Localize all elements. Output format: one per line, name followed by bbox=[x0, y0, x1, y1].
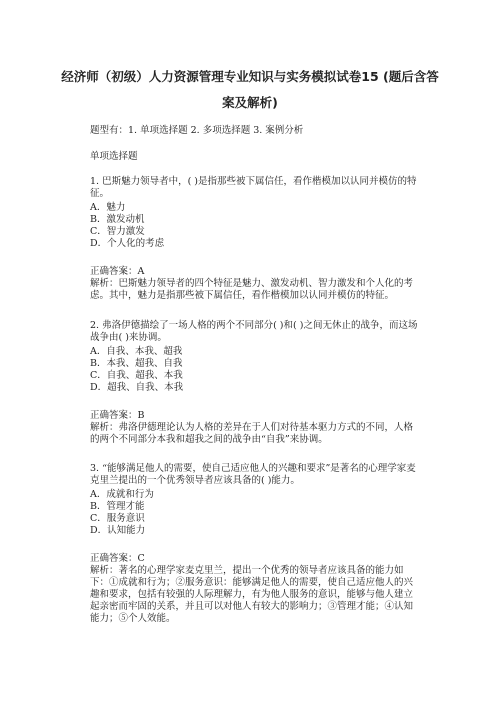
question-types-line: 题型有：1. 单项选择题 2. 多项选择题 3. 案例分析 bbox=[90, 125, 304, 136]
question-stem: 2. 弗洛伊德描绘了一场人格的两个不同部分( )和( )之间无休止的战争，而这场战争由( )来协调。 bbox=[90, 320, 418, 343]
analysis-text: 解析：弗洛伊德理论认为人格的差异在于人们对待基本驱力方式的不同，人格的两个不同部分本我和超我之间的战争由“自我”来协调。 bbox=[90, 422, 414, 445]
option-d: D．个人化的考虑 bbox=[90, 238, 165, 249]
option-b: B．激发动机 bbox=[90, 214, 145, 225]
question-stem: 1. 巴斯魅力领导者中，( )是指那些被下属信任，看作楷模加以认同并模仿的特征。 bbox=[90, 176, 417, 199]
answer-line: 正确答案：A bbox=[90, 266, 145, 277]
option-c: C．自我、超我、本我 bbox=[90, 370, 183, 381]
option-a: A．成就和行为 bbox=[90, 489, 154, 500]
answer-line: 正确答案：C bbox=[90, 553, 145, 564]
section-heading: 单项选择题 bbox=[90, 151, 138, 162]
question-stem: 3. “能够满足他人的需要，使自己适应他人的兴趣和要求”是著名的心理学家麦克里兰提出的一个优秀领导者应该具备的( )能力。 bbox=[90, 463, 416, 486]
option-a: A．自我、本我、超我 bbox=[90, 346, 183, 357]
analysis-text: 解析：巴斯魅力领导者的四个特征是魅力、激发动机、智力激发和个人化的考虑。其中，魅力是指那些被下属信任，看作楷模加以认同并模仿的特征。 bbox=[90, 278, 414, 301]
option-b: B．管理才能 bbox=[90, 501, 145, 512]
option-a: A．魅力 bbox=[90, 202, 126, 213]
option-c: C．智力激发 bbox=[90, 226, 145, 237]
answer-line: 正确答案：B bbox=[90, 410, 145, 421]
page-title: 经济师（初级）人力资源管理专业知识与实务模拟试卷15 (题后含答案及解析) bbox=[61, 69, 439, 110]
option-d: D．认知能力 bbox=[90, 525, 146, 536]
option-b: B．本我、超我、自我 bbox=[90, 358, 183, 369]
analysis-text: 解析：著名的心理学家麦克里兰，提出一个优秀的领导者应该具备的能力如下：①成就和行为；②服务意识：能够满足他人的需要，使自己适应他人的兴趣和要求，包括有较强的人际理解力，有为他人服务的意识，能够与他人建立起亲密而牢固的关系，并且可以对他人有较大的影响力；③管理才能；④认知能力；⑤个人效能。 bbox=[90, 565, 414, 624]
option-d: D．超我、自我、本我 bbox=[90, 382, 184, 393]
option-c: C．服务意识 bbox=[90, 513, 145, 524]
